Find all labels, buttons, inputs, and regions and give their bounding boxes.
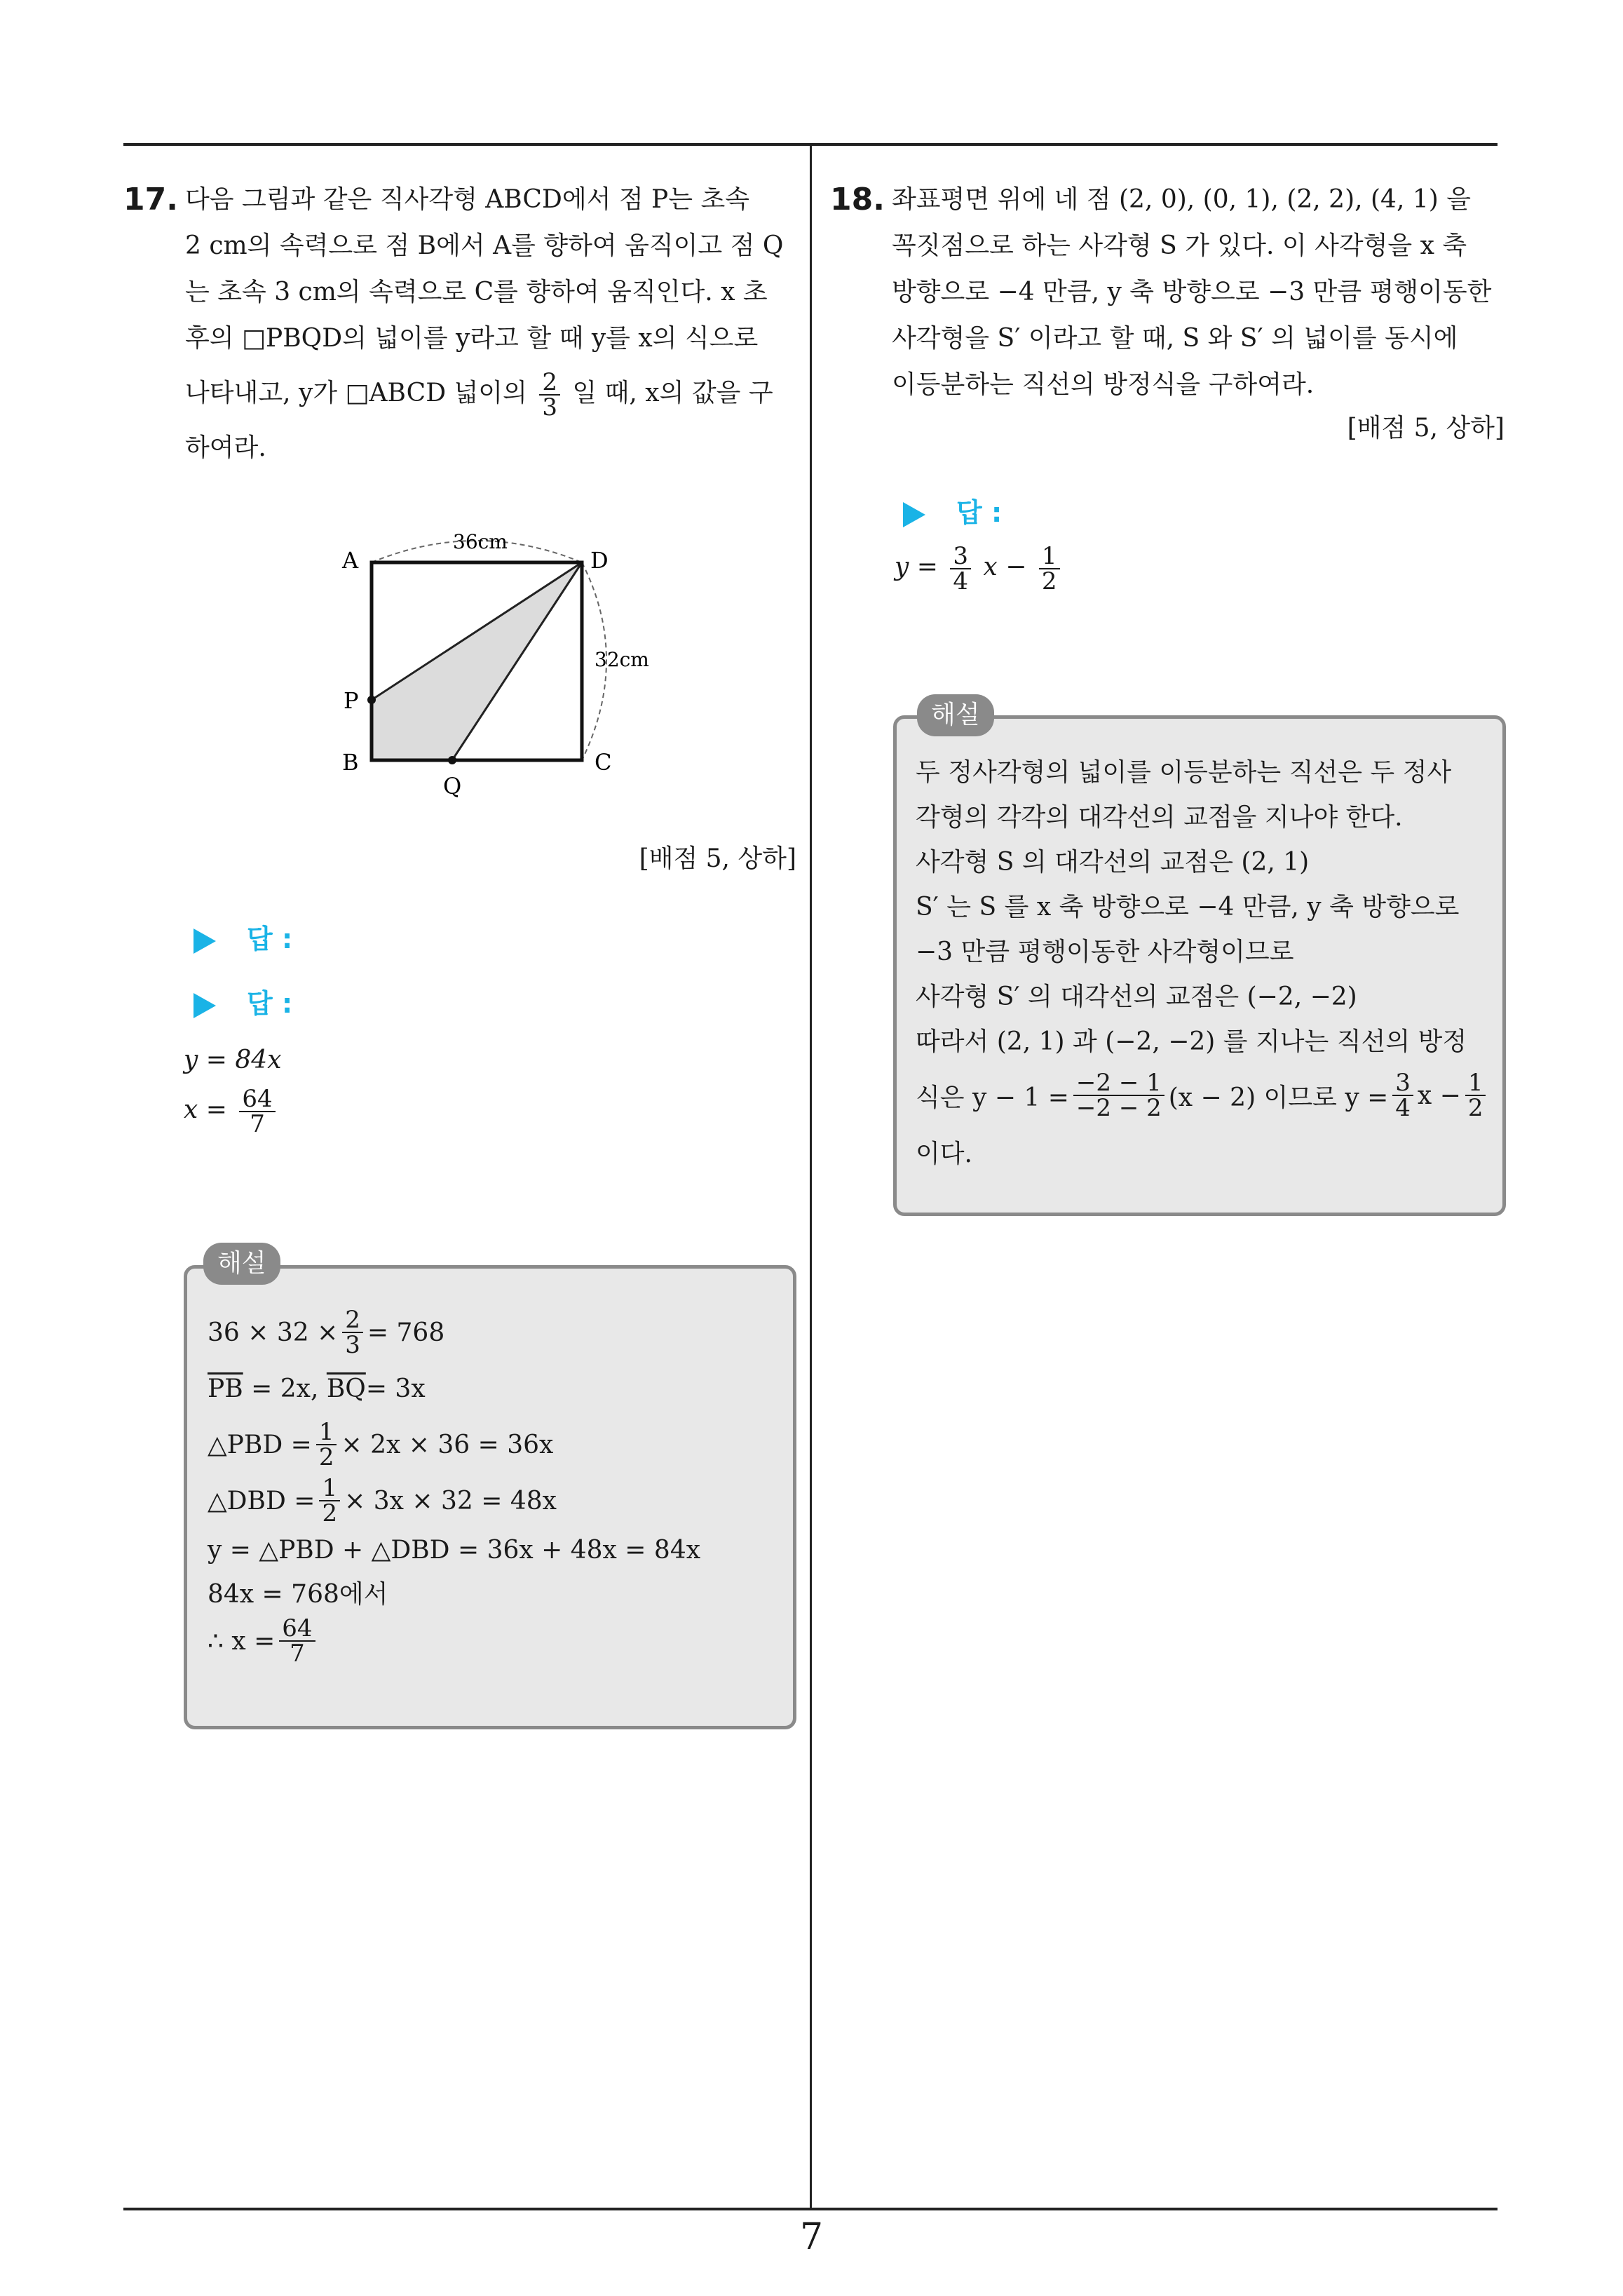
text-fragment: 식은 y − 1 = — [916, 1083, 1069, 1112]
text-line: 다음 그림과 같은 직사각형 ABCD에서 점 P는 초속 — [185, 185, 750, 214]
point-p — [367, 696, 376, 704]
answer-17-2 — [184, 1087, 280, 1136]
numerator: 1 — [322, 1474, 338, 1502]
solution-line: −3 만큼 평행이동한 사각형이므로 — [916, 937, 1294, 966]
text-fragment: (x − 2) 이므로 y = — [1168, 1083, 1389, 1112]
solution-line — [208, 1360, 782, 1417]
fraction — [539, 370, 560, 419]
denominator: 7 — [239, 1111, 275, 1136]
answer-row-18 — [903, 491, 1002, 529]
text-fragment: x − — [983, 553, 1027, 581]
text-fragment: 나타내고, y가 □ABCD 넓이의 — [185, 379, 527, 407]
text-fragment: y = — [895, 553, 938, 581]
text-line: 이등분하는 직선의 방정식을 구하여라. — [892, 370, 1315, 399]
denominator: −2 − 2 — [1073, 1095, 1164, 1120]
segment-bq: $\overline{BQ}$ — [326, 1374, 366, 1403]
numerator: 3 — [1395, 1069, 1411, 1097]
denominator: 2 — [319, 1500, 340, 1525]
column-divider — [810, 144, 812, 2209]
triangle-marker-icon — [903, 502, 925, 527]
answer-label: 답 : — [956, 497, 1003, 528]
problem-number: 17. — [123, 182, 178, 217]
numerator: 3 — [953, 542, 969, 570]
numerator: −2 − 1 — [1075, 1069, 1162, 1097]
fraction — [316, 1420, 337, 1469]
answer-label: 답 : — [247, 924, 293, 954]
solution-line: 84x = 768에서 — [208, 1579, 388, 1609]
problem-number: 18. — [830, 182, 885, 217]
text-line — [185, 362, 796, 425]
solution-tag-17: 해설 — [203, 1243, 280, 1285]
answer-row-17-2 — [193, 982, 292, 1020]
solution-line — [208, 1473, 782, 1529]
rectangle-figure — [330, 519, 666, 799]
denominator: 4 — [950, 568, 971, 593]
text-fragment: = 768 — [367, 1318, 445, 1347]
score-17: [배점 5, 상하] — [639, 844, 796, 873]
text-line: 는 초속 3 cm의 속력으로 C를 향하여 움직인다. x 초 — [185, 278, 768, 306]
numerator: 64 — [282, 1614, 313, 1642]
solution-line — [208, 1613, 782, 1669]
numerator: 1 — [318, 1418, 334, 1446]
numerator: 64 — [242, 1085, 273, 1113]
text-line: 꼭짓점으로 하는 사각형 S 가 있다. 이 사각형을 x 축 — [892, 231, 1467, 260]
solution-line: 사각형 S′ 의 대각선의 교점은 (−2, −2) — [916, 982, 1357, 1011]
denominator: 4 — [1392, 1095, 1413, 1120]
numerator: 1 — [1041, 542, 1057, 570]
answer-row-17-1 — [193, 917, 292, 956]
answer-18 — [895, 544, 1064, 593]
quad-pbqd — [372, 562, 582, 760]
label-c: C — [595, 749, 612, 776]
fraction — [950, 544, 971, 593]
text-line: 하여라. — [185, 433, 266, 462]
triangle-marker-icon — [193, 993, 216, 1018]
score-18: [배점 5, 상하] — [1347, 414, 1505, 443]
denominator: 2 — [316, 1444, 337, 1469]
label-height: 32cm — [595, 648, 649, 671]
fraction — [239, 1087, 275, 1136]
fraction — [279, 1616, 315, 1666]
solution-line: y = △PBD + △DBD = 36x + 48x = 84x — [208, 1535, 701, 1565]
problem-17 — [123, 177, 796, 471]
solution-line — [916, 1062, 1490, 1129]
solution-line — [208, 1417, 782, 1473]
label-width: 36cm — [453, 530, 508, 553]
denominator: 2 — [1465, 1095, 1486, 1120]
solution-body-18 — [916, 748, 1490, 1174]
solution-line: 따라서 (2, 1) 과 (−2, −2) 를 지나는 직선의 방정 — [916, 1027, 1467, 1056]
fraction — [319, 1476, 340, 1525]
solution-line: 두 정사각형의 넓이를 이등분하는 직선은 두 정사 — [916, 757, 1452, 787]
text-fragment: △PBD = — [208, 1430, 312, 1459]
solution-line: 각형의 각각의 대각선의 교점을 지나야 한다. — [916, 802, 1403, 832]
solution-line — [208, 1304, 782, 1360]
triangle-marker-icon — [193, 928, 216, 954]
page-number: 7 — [799, 2216, 824, 2258]
solution-tag-18: 해설 — [917, 694, 994, 736]
problem-text — [185, 177, 796, 471]
fraction — [1039, 544, 1060, 593]
label-b: B — [342, 749, 359, 776]
text-line: 방향으로 −4 만큼, y 축 방향으로 −3 만큼 평행이동한 — [892, 278, 1492, 306]
solution-line: 사각형 S 의 대각선의 교점은 (2, 1) — [916, 847, 1310, 877]
fraction — [342, 1308, 363, 1357]
text-fragment: △DBD = — [208, 1486, 315, 1515]
numerator: 2 — [345, 1306, 360, 1334]
fraction — [1465, 1071, 1486, 1120]
label-p: P — [344, 687, 359, 714]
solution-line: 이다. — [916, 1139, 972, 1168]
text-line: 사각형을 S′ 이라고 할 때, S 와 S′ 의 넓이를 동시에 — [892, 324, 1458, 353]
denominator: 3 — [342, 1332, 363, 1357]
text-fragment: = 2x, — [243, 1374, 327, 1403]
numerator: 1 — [1467, 1069, 1483, 1097]
solution-line: S′ 는 S 를 x 축 방향으로 −4 만큼, y 축 방향으로 — [916, 892, 1460, 921]
segment-pb: $\overline{PB}$ — [208, 1374, 243, 1403]
text-line: 좌표평면 위에 네 점 (2, 0), (0, 1), (2, 2), (4, 1) 을 — [892, 185, 1472, 214]
fraction — [1073, 1071, 1164, 1120]
label-q: Q — [443, 773, 462, 799]
point-q — [448, 756, 456, 764]
text-fragment: ∴ x = — [208, 1626, 276, 1656]
text-fragment: x = — [184, 1095, 227, 1124]
problem-text — [892, 177, 1505, 408]
solution-body-17 — [208, 1304, 782, 1669]
label-a: A — [342, 547, 359, 574]
answer-label: 답 : — [247, 988, 293, 1019]
text-fragment: × 2x × 36 = 36x — [341, 1430, 554, 1459]
text-fragment: 일 때, x의 값을 구 — [572, 379, 773, 407]
text-fragment: x − — [1417, 1081, 1461, 1110]
fraction — [1392, 1071, 1413, 1120]
denominator: 2 — [1039, 568, 1060, 593]
text-line: 후의 □PBQD의 넓이를 y라고 할 때 y를 x의 식으로 — [185, 324, 759, 353]
answer-17-1: y = 84x — [184, 1046, 282, 1074]
bottom-rule — [123, 2208, 1498, 2210]
numerator: 2 — [542, 368, 557, 396]
problem-18 — [830, 177, 1505, 408]
text-fragment: 36 × 32 × — [208, 1318, 339, 1347]
denominator: 3 — [539, 394, 560, 419]
label-d: D — [590, 547, 609, 574]
text-fragment: × 3x × 32 = 48x — [344, 1486, 557, 1515]
text-line: 2 cm의 속력으로 점 B에서 A를 향하여 움직이고 점 Q — [185, 231, 784, 260]
denominator: 7 — [279, 1640, 315, 1666]
text-fragment: = 3x — [365, 1374, 426, 1403]
